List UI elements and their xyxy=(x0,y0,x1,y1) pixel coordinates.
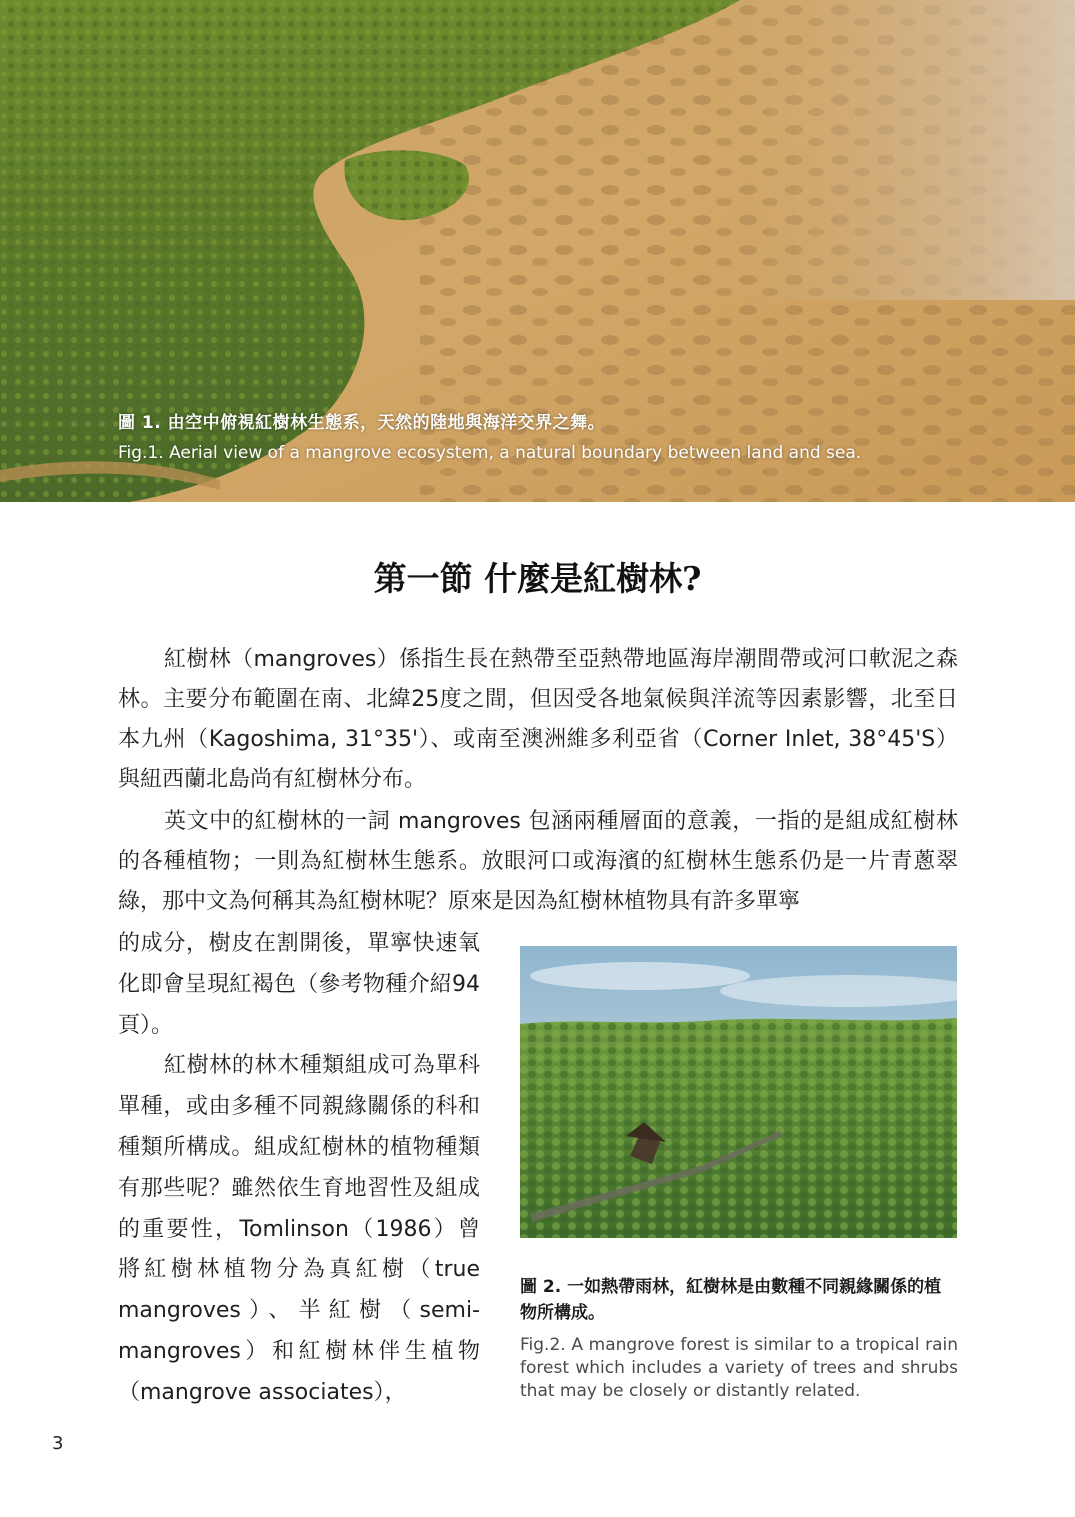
paragraph-2: 英文中的紅樹林的一詞 mangroves 包涵兩種層面的意義，一指的是組成紅樹林的各種植物；一則為紅樹林生態系。放眼河口或海濱的紅樹林生態系仍是一片青蔥翠綠，那中文為何稱其為紅樹林呢？原來是因為紅樹林植物具有許多單寧 xyxy=(118,809,958,914)
page-number: 3 xyxy=(52,1433,64,1454)
figure2-caption-en: Fig.2. A mangrove forest is similar to a tropical rain forest which includes a variety of trees and shrubs that may be closely or distantly related. xyxy=(520,1335,958,1401)
figure1-caption xyxy=(118,410,861,466)
figure2-photo xyxy=(520,946,957,1238)
paragraph-1: 紅樹林（mangroves）係指生長在熱帶至亞熱帶地區海岸潮間帶或河口軟泥之森林。主要分布範圍在南、北緯25度之間，但因受各地氣候與洋流等因素影響，北至日本九州（Kagoshima, 31°35'）、或南至澳洲維多利亞省（Corner Inlet, 38°45'S）與紐西蘭北島尚有紅樹林分布。 xyxy=(118,647,958,792)
figure2-caption-zh: 圖 2. 一如熱帶雨林，紅樹林是由數種不同親緣關係的植物所構成。 xyxy=(520,1277,942,1323)
mangrove-forest-photo-icon xyxy=(520,946,957,1238)
paragraph-3: 紅樹林的林木種類組成可為單科單種，或由多種不同親緣關係的科和種類所構成。組成紅樹林的植物種類有那些呢？雖然依生育地習性及組成的重要性，Tomlinson（1986）曾將紅樹林植物分為真紅樹（true mangroves）、半紅樹（semi-mangroves）和紅樹林伴生植物（mangrove associates）， xyxy=(118,1053,480,1405)
figure1-photo xyxy=(0,0,1075,502)
figure1-caption-en: Fig.1. Aerial view of a mangrove ecosystem, a natural boundary between land and sea. xyxy=(118,443,862,463)
paragraph-2-continued: 的成分，樹皮在割開後，單寧快速氧化即會呈現紅褐色（參考物種介紹94頁）。 xyxy=(118,931,480,1038)
figure2-caption xyxy=(520,1274,958,1403)
section-title: 第一節 什麼是紅樹林? xyxy=(373,559,702,598)
left-column xyxy=(118,924,480,1414)
figure1-caption-zh: 圖 1. 由空中俯視紅樹林生態系，天然的陸地與海洋交界之舞。 xyxy=(118,413,606,433)
